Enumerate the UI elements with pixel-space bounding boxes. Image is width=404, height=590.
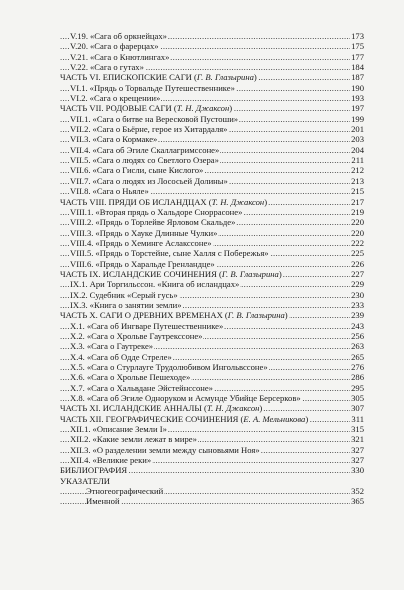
- toc-entry-close-paren: ): [284, 310, 288, 321]
- toc-entry-title: «Прядь о Харальде Гренландце»: [95, 258, 215, 269]
- toc-entry: [0, 403, 404, 413]
- toc-entry-page: 229: [351, 279, 364, 290]
- toc-entry: [0, 259, 404, 269]
- toc-entry-number: VII.3.: [70, 134, 91, 145]
- toc-entry-number: VIII.1.: [70, 206, 94, 217]
- toc-entry-label: [70, 176, 229, 186]
- toc-entry-label: [86, 496, 121, 506]
- toc-entry: [0, 455, 404, 465]
- toc-entry-label: [70, 83, 236, 93]
- toc-entry-label: [70, 124, 228, 134]
- toc-entry-number: X.5.: [70, 362, 85, 372]
- toc-entry-label: [70, 155, 220, 165]
- toc-entry: [0, 41, 404, 51]
- toc-entry-label: [60, 310, 289, 320]
- toc-entry: [0, 186, 404, 196]
- toc-entry-author: Т. Н. Джаксон: [206, 403, 260, 414]
- toc-entry-page: 204: [351, 144, 364, 155]
- toc-entry: [0, 207, 404, 217]
- toc-entry-title: «Великие реки»: [92, 455, 152, 466]
- toc-entry-label: [70, 362, 269, 372]
- toc-entry: [0, 310, 404, 320]
- toc-entry-page: 187: [351, 72, 364, 83]
- toc-entry: [0, 248, 404, 258]
- toc-entry-title: «Сага о Хальвдане Эйстейнссоне»: [86, 382, 213, 393]
- toc-entry-author: Е. А. Мельникова: [243, 413, 306, 424]
- toc-entry-number: VII.7.: [70, 175, 91, 186]
- toc-entry-title: «Сага о Хрольве Гаутрекссоне»: [86, 330, 203, 341]
- toc-entry-number: VIII.5.: [70, 248, 94, 259]
- toc-entry-page: 256: [351, 330, 364, 341]
- toc-entry-label: [70, 279, 240, 289]
- toc-entry-page: 327: [351, 455, 364, 466]
- toc-entry-page: 175: [351, 41, 364, 52]
- toc-entry-page: 217: [351, 196, 364, 207]
- toc-entry-title: «Сага о гутах»: [90, 62, 144, 73]
- toc-entry-number: VIII.2.: [70, 217, 94, 228]
- toc-entry-title: ЧАСТЬ XI. ИСЛАНДСКИЕ АННАЛЫ (: [60, 403, 207, 414]
- toc-entry-title: Судебник «Серый гусь»: [89, 289, 178, 300]
- toc-entry-label: [70, 228, 218, 238]
- toc-entry: [0, 145, 404, 155]
- toc-entry-title: «Какие земли лежат в мире»: [92, 434, 197, 445]
- toc-entry-label: [70, 248, 270, 258]
- toc-entry-number: VII.8.: [70, 186, 91, 197]
- toc-entry-page: 212: [351, 165, 364, 176]
- toc-entry-title: «Сага об Эгиле Скаллагримссоне»: [92, 144, 220, 155]
- toc-entry: [0, 103, 404, 113]
- toc-entry-page: 201: [351, 124, 364, 135]
- toc-entry: [0, 476, 404, 486]
- toc-entry-label: [70, 165, 204, 175]
- toc-entry-title: «Прядь о Торстейне, сыне Халля с Побережья»: [95, 248, 269, 259]
- toc-entry-number: X.7.: [70, 382, 85, 393]
- toc-entry-title: «Сага об Эгиле Одноруком и Асмунде Убийце Берсерков»: [86, 393, 301, 404]
- toc-entry-label: [60, 103, 233, 113]
- toc-entry-label: [70, 52, 170, 62]
- toc-entry-page: 315: [351, 424, 364, 435]
- toc-entry-label: [70, 341, 154, 351]
- toc-entry: [0, 486, 404, 496]
- toc-entry-label: [60, 465, 128, 475]
- toc-entry-label: [70, 259, 216, 269]
- toc-entry-number: VIII.4.: [70, 237, 94, 248]
- toc-entry: [0, 176, 404, 186]
- toc-entry-page: 197: [351, 103, 364, 114]
- toc-entry-label: [60, 197, 268, 207]
- toc-entry-page: 220: [351, 227, 364, 238]
- toc-entry-number: XII.1.: [70, 424, 91, 435]
- toc-entry-label: [60, 72, 258, 82]
- toc-entry-page: 190: [351, 82, 364, 93]
- toc-entry-page: 265: [351, 351, 364, 362]
- toc-entry-title: «О разделении земли между сыновьями Ноя»: [92, 444, 260, 455]
- toc-entry: [0, 331, 404, 341]
- toc-entry-label: [70, 186, 150, 196]
- toc-entry-label: [60, 476, 111, 486]
- toc-entry-number: IX.1.: [70, 279, 88, 290]
- toc-entry: [0, 341, 404, 351]
- toc-entry: [0, 72, 404, 82]
- toc-entry-number: VII.6.: [70, 165, 91, 176]
- toc-entry-title: «Сага о Кнютлингах»: [90, 51, 170, 62]
- toc-entry-label: [70, 393, 302, 403]
- toc-entry: [0, 290, 404, 300]
- toc-entry: [0, 155, 404, 165]
- toc-entry-page: 173: [351, 31, 364, 41]
- toc-entry-page: 219: [351, 206, 364, 217]
- toc-entry-number: X.6.: [70, 372, 85, 383]
- toc-entry-number: VIII.6.: [70, 258, 94, 269]
- toc-entry-page: 243: [351, 320, 364, 331]
- toc-entry-page: 263: [351, 341, 364, 352]
- toc-entry: [0, 83, 404, 93]
- toc-entry-label: [60, 403, 263, 413]
- toc-entry-label: [70, 424, 168, 434]
- toc-entry-label: [70, 93, 161, 103]
- toc-entry-title: «Прядь о Торвальде Путешественнике»: [89, 82, 235, 93]
- toc-entry-title: ЧАСТЬ VI. ЕПИСКОПСКИЕ САГИ (: [60, 72, 197, 83]
- toc-entry: [0, 383, 404, 393]
- toc-entry-title: «Сага о Стурлауге Трудолюбивом Ингольвссоне»: [86, 362, 268, 372]
- toc-entry-page: 222: [351, 237, 364, 248]
- toc-entry-number: V.21.: [70, 51, 88, 62]
- toc-entry-label: [70, 207, 243, 217]
- toc-entry-title: ЧАСТЬ VII. РОДОВЫЕ САГИ (: [60, 103, 177, 114]
- toc-entry: [0, 217, 404, 227]
- toc-entry-number: XII.4.: [70, 455, 91, 466]
- toc-entry-author: Г. В. Глазырина: [227, 310, 285, 321]
- toc-entry-label: [70, 145, 220, 155]
- toc-entry-page: 330: [351, 465, 364, 476]
- toc-entry-title: ЧАСТЬ VIII. ПРЯДИ ОБ ИСЛАНДЦАХ (: [60, 196, 212, 207]
- toc-entry-number: V.20.: [70, 41, 88, 52]
- toc-entry-label: [70, 383, 214, 393]
- toc-entry-title: Именной: [86, 496, 120, 507]
- toc-entry-title: ЧАСТЬ X. САГИ О ДРЕВНИХ ВРЕМЕНАХ (: [60, 310, 228, 321]
- toc-entry: [0, 62, 404, 72]
- toc-entry-page: 352: [351, 486, 364, 497]
- toc-entry-label: [70, 238, 213, 248]
- toc-entry-title: «Сага о Гисли, сыне Кислого»: [92, 165, 204, 176]
- toc-entry-title: «Сага о крещении»: [89, 93, 161, 104]
- toc-entry: [0, 465, 404, 475]
- toc-entry-close-paren: ): [229, 103, 233, 114]
- toc-entry-page: 193: [351, 93, 364, 104]
- toc-entry: [0, 31, 404, 41]
- toc-entry-close-paren: ): [305, 413, 309, 424]
- toc-entry-title: БИБЛИОГРАФИЯ: [60, 465, 128, 476]
- toc-entry-number: X.3.: [70, 341, 85, 352]
- toc-entry-title: Ари Торгильссон. «Книга об исландцах»: [89, 279, 240, 290]
- toc-entry-page: 276: [351, 362, 364, 372]
- toc-entry-page: 215: [351, 186, 364, 197]
- toc-entry-label: [70, 62, 145, 72]
- toc-entry-label: [70, 290, 179, 300]
- toc-entry-close-paren: ): [259, 403, 263, 414]
- toc-entry-number: IX.3.: [70, 299, 88, 310]
- toc-entry-page: 321: [351, 434, 364, 445]
- toc-entry: [0, 269, 404, 279]
- toc-entry: [0, 114, 404, 124]
- toc-entry: [0, 434, 404, 444]
- toc-entry: [0, 414, 404, 424]
- toc-entry-number: VI.1.: [70, 82, 88, 93]
- toc-entry-title: «Прядь о Хеминге Аслакссоне»: [95, 237, 212, 248]
- toc-entry-page: 227: [351, 268, 364, 279]
- toc-entry-label: [70, 41, 160, 51]
- toc-entry-title: «Прядь о Хауке Длинные Чулки»: [95, 227, 218, 238]
- toc-entry-number: VII.5.: [70, 155, 91, 166]
- toc-entry-close-paren: ): [278, 268, 282, 279]
- toc-entry-title: «Вторая прядь о Хальдоре Сноррасоне»: [95, 206, 243, 217]
- toc-entry-number: X.4.: [70, 351, 85, 362]
- toc-entry-page: 233: [351, 299, 364, 310]
- toc-entry-label: [70, 31, 168, 41]
- toc-entry-page: 213: [351, 175, 364, 186]
- toc-entry: [0, 372, 404, 382]
- toc-entry: [0, 165, 404, 175]
- toc-entry-number: V.19.: [70, 31, 88, 41]
- toc-entry-label: [60, 414, 309, 424]
- toc-entry-title: «Описание Земли I»: [92, 424, 167, 435]
- toc-entry-title: «Сага о людях со Светлого Озера»: [92, 155, 219, 166]
- toc-entry-title: «Сага о Кормаке»: [92, 134, 158, 145]
- toc-entry-close-paren: ): [253, 72, 257, 83]
- toc-entry-number: VI.2.: [70, 93, 88, 104]
- toc-entry-title: УКАЗАТЕЛИ: [60, 475, 110, 486]
- toc-entry-label: [70, 372, 191, 382]
- toc-entry-title: «Сага об оркнейцах»: [90, 31, 167, 41]
- toc-entry-title: «Сага о Бьёрне, герое из Хитардаля»: [92, 124, 228, 135]
- toc-entry-page: 203: [351, 134, 364, 145]
- toc-entry-page: 365: [351, 496, 364, 507]
- toc-entry: [0, 134, 404, 144]
- toc-entry: [0, 393, 404, 403]
- toc-entry-number: X.8.: [70, 393, 85, 404]
- toc-entry-number: XII.3.: [70, 444, 91, 455]
- toc-entry-number: IX.2.: [70, 289, 88, 300]
- toc-entry-number: X.2.: [70, 330, 85, 341]
- toc-entry-title: «Сага о Ньяле»: [92, 186, 149, 197]
- toc-entry-page: 307: [351, 403, 364, 414]
- toc-entry: [0, 93, 404, 103]
- toc-entry: [0, 321, 404, 331]
- toc-entry-label: [70, 114, 239, 124]
- toc-entry-page: 327: [351, 444, 364, 455]
- toc-entry-page: 311: [351, 413, 364, 424]
- toc-entry: [0, 496, 404, 506]
- toc-entry: [0, 124, 404, 134]
- toc-entry: [0, 362, 404, 372]
- toc-entry-title: ЧАСТЬ XII. ГЕОГРАФИЧЕСКИЕ СОЧИНЕНИЯ (: [60, 413, 244, 424]
- table-of-contents: [0, 31, 404, 507]
- toc-entry-title: ЧАСТЬ IX. ИСЛАНДСКИЕ СОЧИНЕНИЯ (: [60, 268, 222, 279]
- toc-entry-page: 295: [351, 382, 364, 393]
- toc-entry: [0, 228, 404, 238]
- toc-entry-title: «Прядь о Торлейве Ярловом Скальде»: [95, 217, 236, 228]
- toc-entry-number: VIII.3.: [70, 227, 94, 238]
- toc-entry-page: 226: [351, 258, 364, 269]
- toc-entry-label: [70, 217, 236, 227]
- toc-entry-number: XII.2.: [70, 434, 91, 445]
- toc-entry: [0, 300, 404, 310]
- toc-entry-author: Г. В. Глазырина: [196, 72, 254, 83]
- toc-entry-author: Т. Н. Джаксон: [176, 103, 230, 114]
- toc-entry-number: V.22.: [70, 62, 88, 73]
- toc-entry-page: 230: [351, 289, 364, 300]
- toc-entry-number: VII.1.: [70, 113, 91, 124]
- toc-entry-page: 286: [351, 372, 364, 383]
- toc-entry-page: 225: [351, 248, 364, 259]
- toc-entry-title: «Сага о людях из Лососьей Долины»: [92, 175, 228, 186]
- toc-entry-number: VII.2.: [70, 124, 91, 135]
- toc-entry: [0, 238, 404, 248]
- toc-entry: [0, 352, 404, 362]
- toc-entry-page: 239: [351, 310, 364, 321]
- toc-entry-page: 220: [351, 217, 364, 228]
- toc-entry-page: 305: [351, 393, 364, 404]
- toc-entry-label: [70, 434, 198, 444]
- toc-entry-title: «Сага о Хрольве Пешеходе»: [86, 372, 191, 383]
- toc-entry-title: «Книга о занятии земли»: [89, 299, 182, 310]
- toc-entry-title: «Сага о фарерцах»: [90, 41, 159, 52]
- toc-entry-title: «Сага об Ингваре Путешественнике»: [86, 320, 224, 331]
- toc-entry-author: Т. Н. Джаксон: [211, 196, 265, 207]
- toc-entry-page: 184: [351, 62, 364, 73]
- toc-entry-label: [70, 134, 158, 144]
- toc-entry-title: «Сага о битве на Вересковой Пустоши»: [92, 113, 239, 124]
- toc-entry: [0, 279, 404, 289]
- toc-entry-number: VII.4.: [70, 144, 91, 155]
- toc-entry-number: X.1.: [70, 320, 85, 331]
- toc-entry-label: [60, 269, 283, 279]
- toc-entry-title: Этногеографический: [86, 486, 164, 497]
- toc-entry-page: 199: [351, 113, 364, 124]
- toc-entry: [0, 445, 404, 455]
- toc-entry-label: [70, 352, 173, 362]
- toc-entry-author: Г. В. Глазырина: [221, 268, 279, 279]
- toc-entry-title: «Сага об Одде Стреле»: [86, 351, 172, 362]
- toc-entry-label: [70, 321, 224, 331]
- toc-entry: [0, 197, 404, 207]
- toc-entry-title: «Сага о Гаутреке»: [86, 341, 154, 352]
- toc-entry-label: [70, 300, 183, 310]
- toc-entry-label: [86, 486, 164, 496]
- toc-entry-page: 211: [351, 155, 364, 166]
- toc-entry-label: [70, 455, 152, 465]
- toc-entry-page: 177: [351, 51, 364, 62]
- toc-entry: [0, 424, 404, 434]
- toc-entry-label: [70, 445, 261, 455]
- toc-entry-label: [70, 331, 203, 341]
- toc-entry-close-paren: ): [264, 196, 268, 207]
- toc-entry: [0, 52, 404, 62]
